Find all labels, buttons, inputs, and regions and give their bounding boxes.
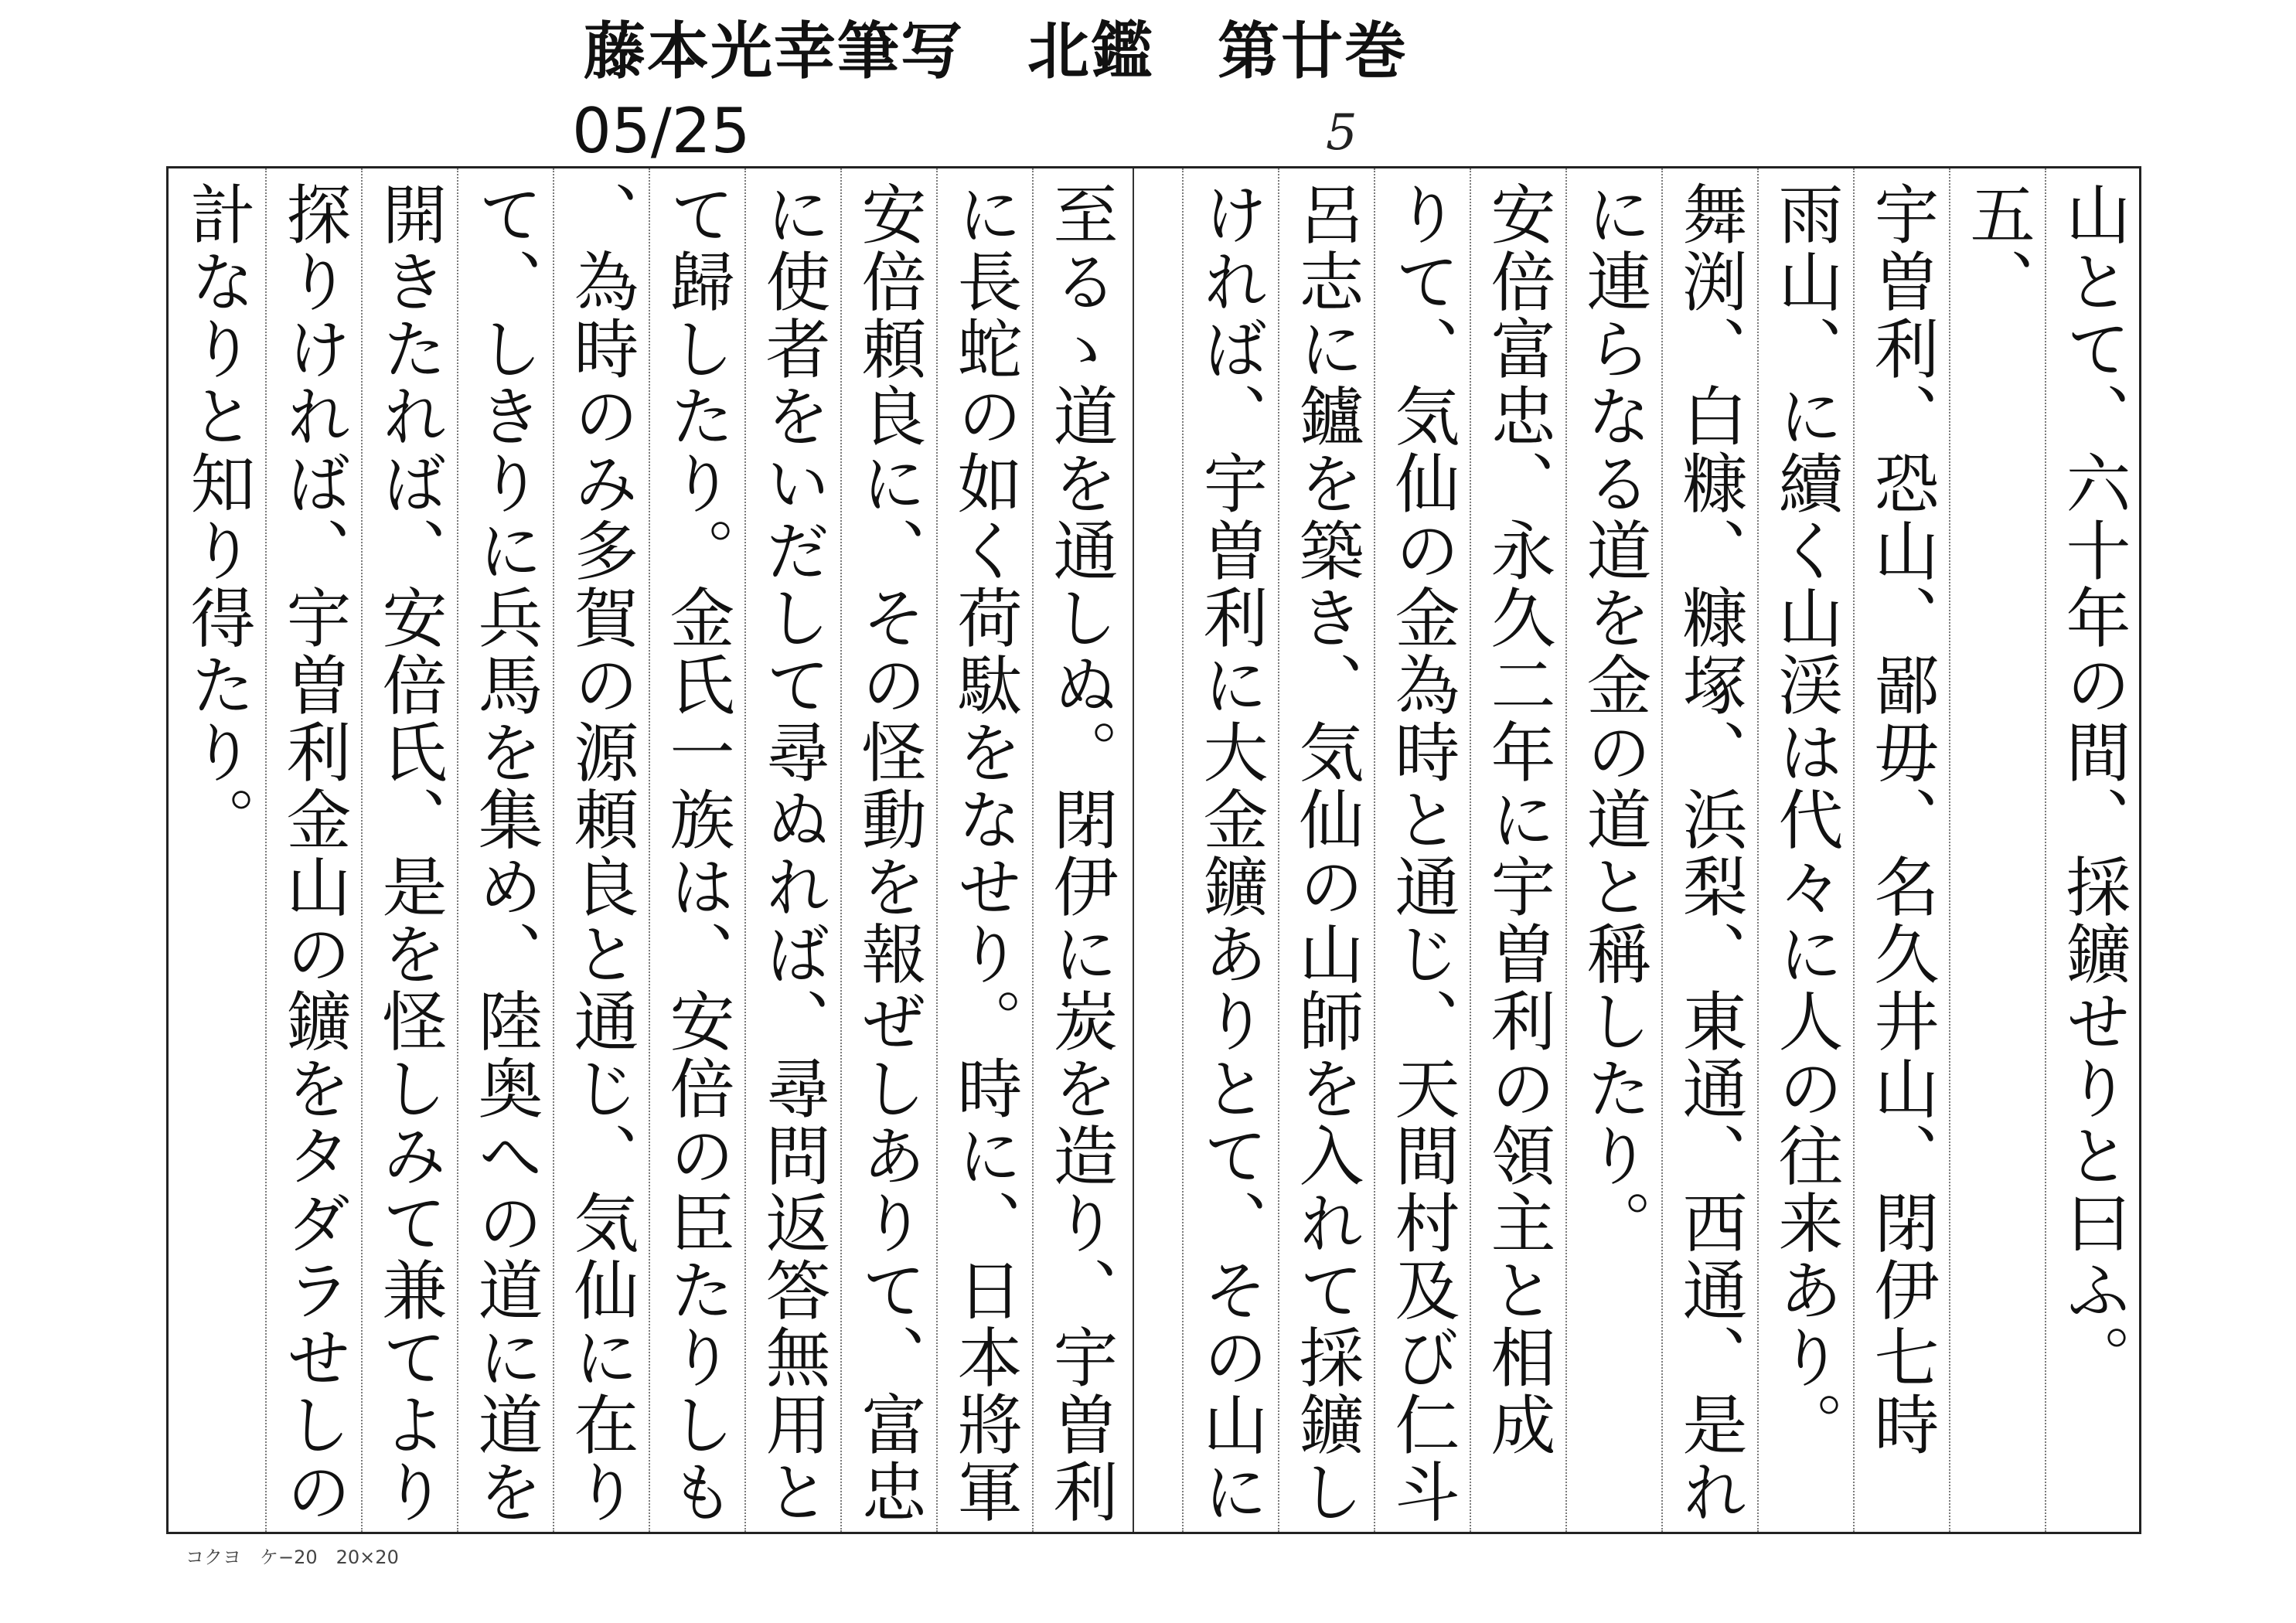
center-binding-line [1133, 168, 1134, 1532]
column-rule [1278, 168, 1279, 1532]
column-rule [649, 168, 650, 1532]
manuscript-column: て歸したり。金氏一族は、安倍の臣たりしも [659, 181, 735, 1526]
manuscript-column: 探りければ、宇曽利金山の鑛をタダラせしの [276, 181, 352, 1526]
manuscript-column: 呂志に鑪を築き、気仙の山師を入れて採鑛し [1289, 181, 1364, 1526]
column-rule [361, 168, 363, 1532]
column-rule [936, 168, 938, 1532]
column-rule [1757, 168, 1759, 1532]
manuscript-column: 安倍富忠、永久二年に宇曽利の領主と相成 [1480, 181, 1556, 1458]
column-rule [1182, 168, 1184, 1532]
column-rule [457, 168, 458, 1532]
column-rule [1949, 168, 1950, 1532]
manuscript-column: 山とて、六十年の間、採鑛せりと曰ふ。 [2056, 181, 2131, 1391]
column-rule [265, 168, 267, 1532]
manuscript-column: 五、 [1960, 181, 2035, 315]
manuscript-column: りて、気仙の金為時と通じ、天間村及び仁斗 [1385, 181, 1460, 1526]
manuscript-column: 至るゝ道を通しぬ。閉伊に炭を造り、宇曽利 [1043, 181, 1119, 1526]
handwritten-page-number: 5 [1326, 104, 1358, 162]
manuscript-column: 舞渕、白糠、糠塚、浜梨、東通、西通、是れ [1672, 181, 1748, 1526]
column-rule [1565, 168, 1567, 1532]
manuscript-column: 安倍頼良に、その怪動を報ぜしありて、富忠 [851, 181, 927, 1526]
manuscript-column: 雨山、に續く山渓は代々に人の往来あり。 [1768, 181, 1844, 1458]
column-rule [1374, 168, 1375, 1532]
column-rule [744, 168, 746, 1532]
paper-label: コクヨ ケ−20 20×20 [186, 1546, 399, 1568]
column-rule [1032, 168, 1034, 1532]
page-code: 05/25 [572, 95, 751, 167]
manuscript-column: て、しきりに兵馬を集め、陸奥への道に道を [468, 181, 543, 1526]
manuscript-column: 、為時のみ多賀の源頼良と通じ、気仙に在り [564, 181, 639, 1526]
column-rule [1470, 168, 1471, 1532]
column-rule [840, 168, 842, 1532]
manuscript-column: に長蛇の如く荷駄をなせり。時に、日本將軍 [947, 181, 1023, 1526]
column-rule [2045, 168, 2046, 1532]
column-rule [1661, 168, 1663, 1532]
manuscript-column: に連らなる道を金の道と稱したり。 [1576, 181, 1652, 1257]
column-rule [553, 168, 554, 1532]
manuscript-column: 宇曽利、恐山、鄙毋、名久井山、閉伊七時 [1864, 181, 1940, 1458]
manuscript-column: に使者をいだして尋ぬれば、尋問返答無用と [755, 181, 831, 1526]
document-title: 藤本光幸筆写 北鑑 第廿巻 [584, 15, 1408, 87]
manuscript-column: ければ、宇曽利に大金鑛ありとて、その山に [1193, 181, 1269, 1526]
manuscript-column: 計なりと知り得たり。 [180, 181, 256, 853]
column-rule [1853, 168, 1855, 1532]
manuscript-column: 開きたれば、安倍氏、是を怪しみて兼てより [372, 181, 448, 1526]
manuscript-sheet [166, 166, 2141, 1534]
